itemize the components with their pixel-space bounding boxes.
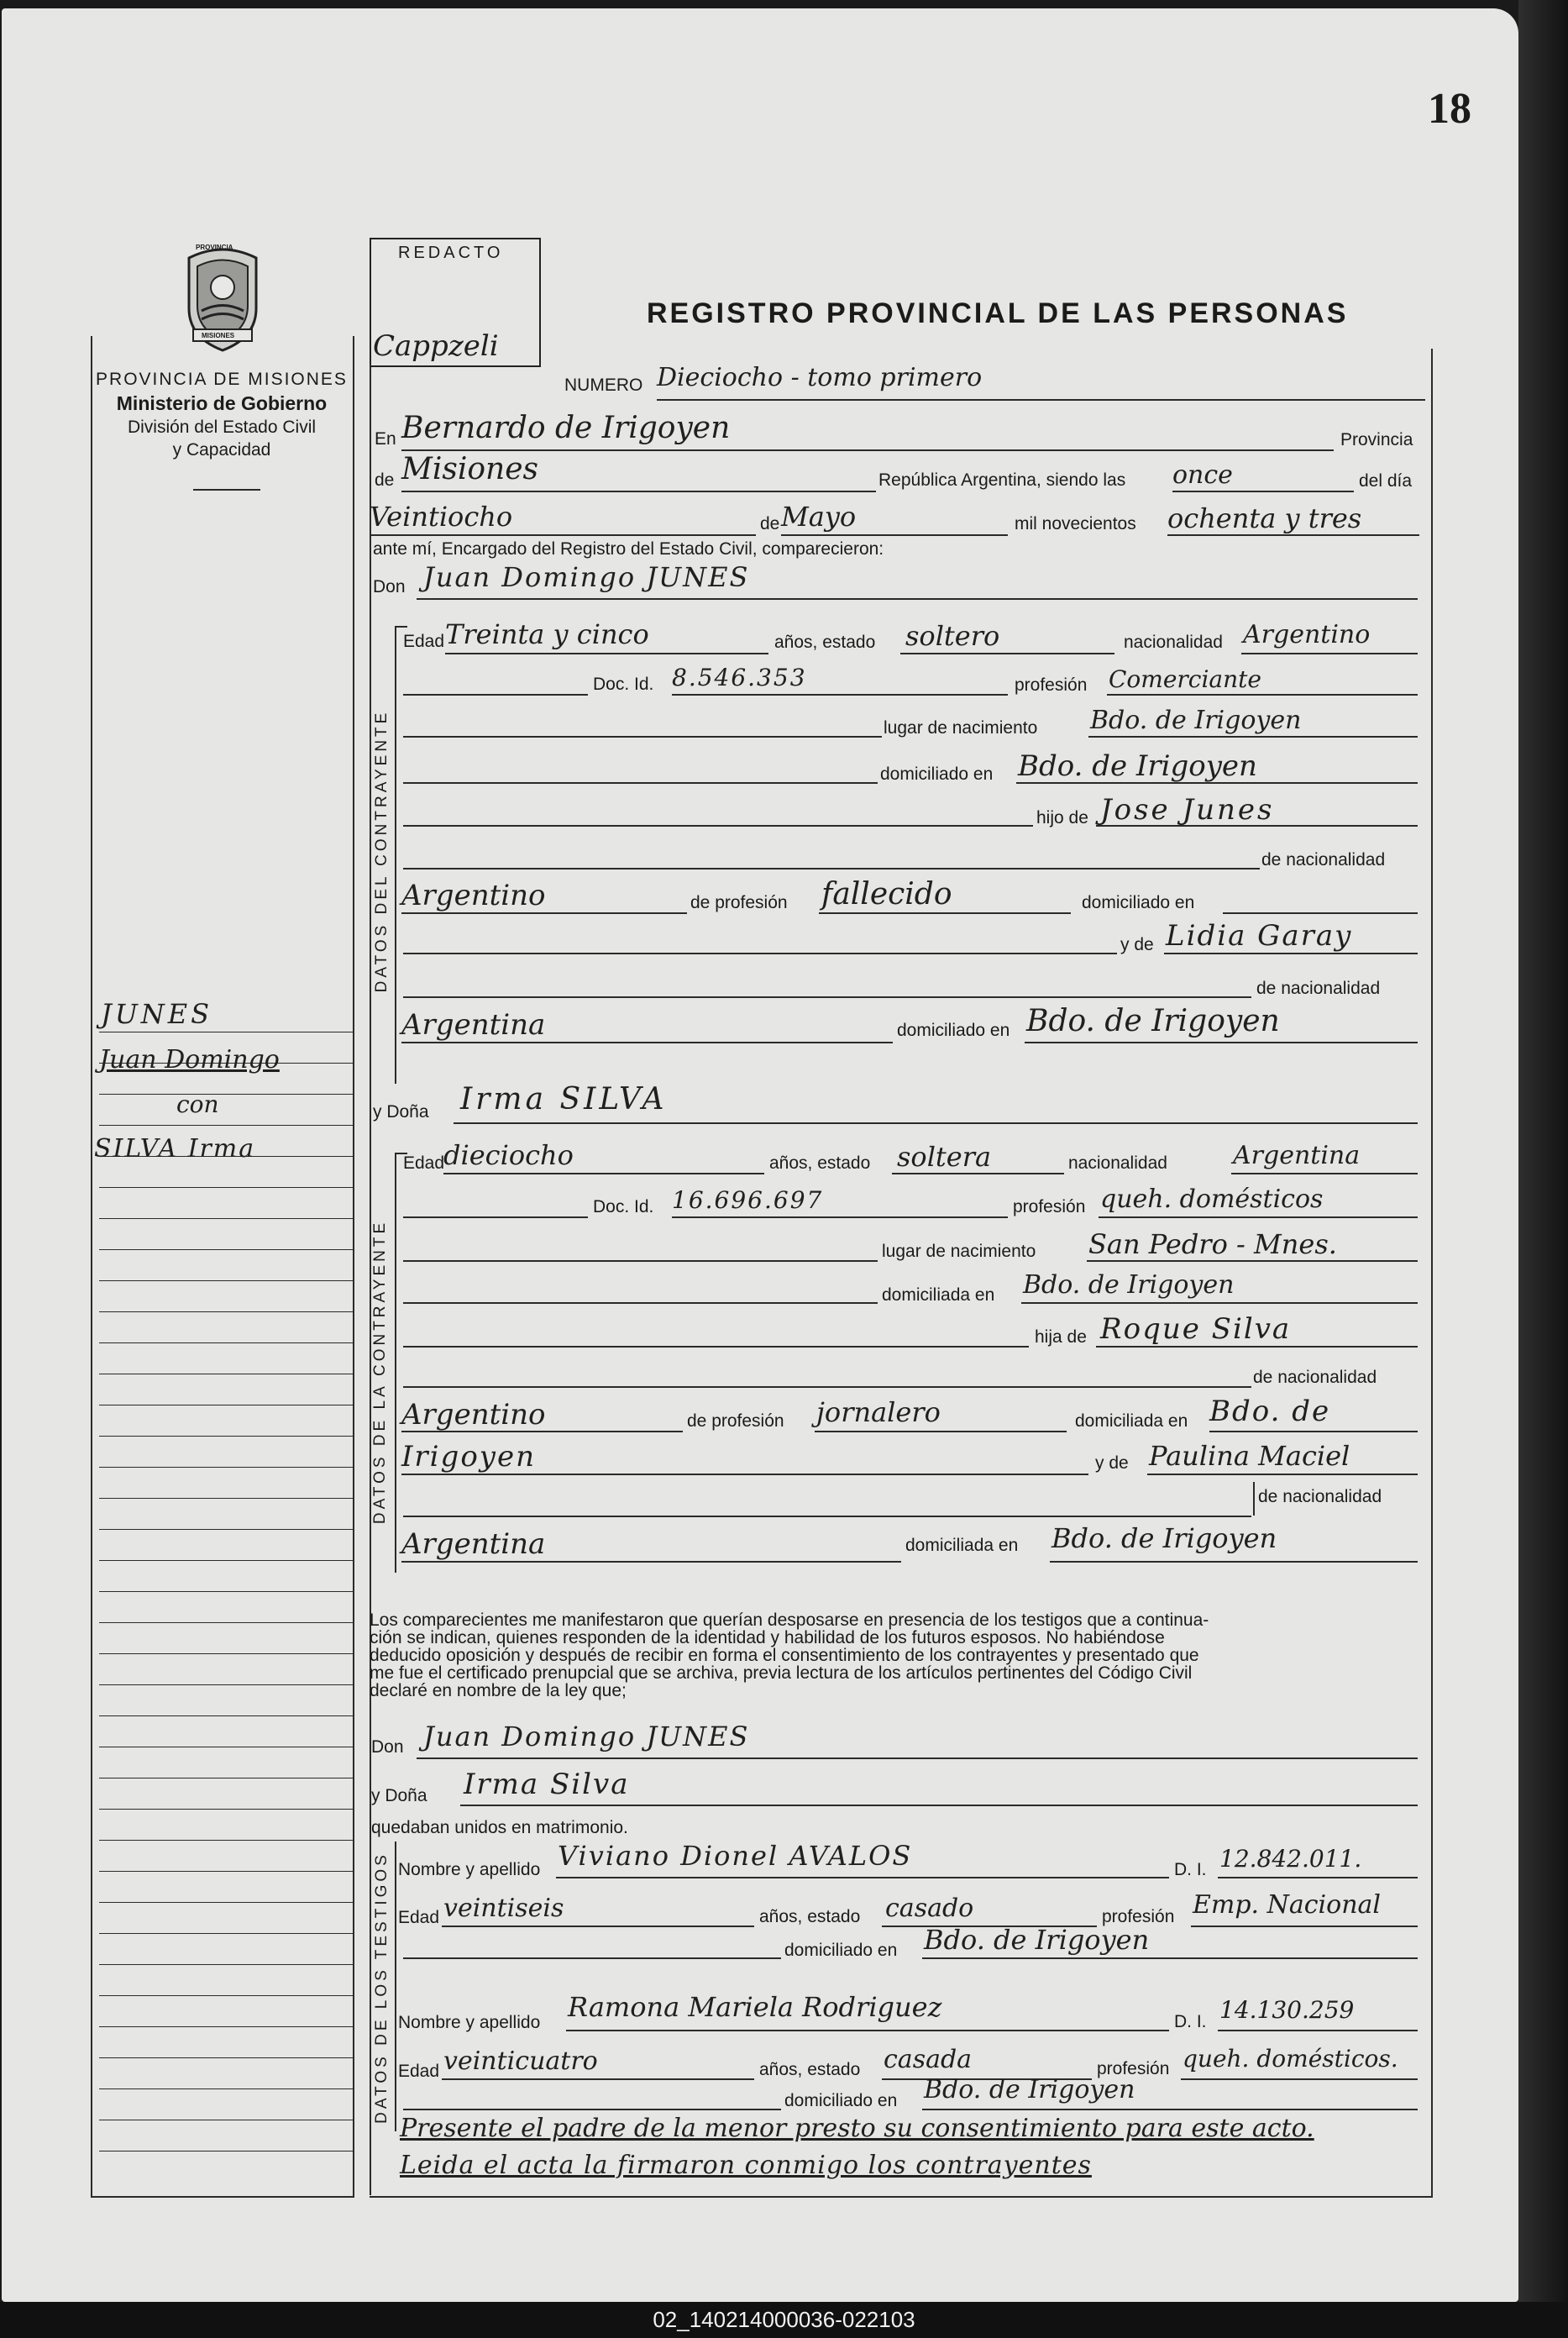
seal-top-text: PROVINCIA <box>196 244 233 251</box>
groom-doc-label: Doc. Id. <box>593 675 654 694</box>
bride-madre-nac: Argentina <box>401 1527 546 1561</box>
w1-edad: veintiseis <box>443 1894 564 1923</box>
numero-label: NUMERO <box>564 376 643 395</box>
place-value: Bernardo de Irigoyen <box>401 411 731 445</box>
bride-doc: 16.696.697 <box>672 1186 824 1214</box>
groom-madre-dom: Bdo. de Irigoyen <box>1026 1004 1280 1038</box>
w2-edad: veinticuatro <box>443 2046 598 2076</box>
sidebar-divider <box>193 489 260 491</box>
republica-label: República Argentina, siendo las <box>878 470 1126 490</box>
groom-padre-nac-line <box>401 912 687 914</box>
groom-lugar: Bdo. de Irigoyen <box>1090 706 1302 735</box>
w1-prof-line <box>1191 1926 1418 1927</box>
bride-lugar-lead-line <box>403 1260 878 1262</box>
groom-de-nac2-line <box>403 996 1251 998</box>
w1-nombre: Viviano Dionel AVALOS <box>558 1840 913 1872</box>
sidebar-ministry: Ministerio de Gobierno <box>116 392 328 414</box>
bride-estado: soltera <box>897 1141 992 1173</box>
groom-de-nac-line <box>403 868 1260 870</box>
bride-y-de-label: y de <box>1095 1453 1129 1473</box>
w2-estado: casada <box>884 2045 973 2074</box>
del-dia-label: del día <box>1359 471 1413 491</box>
bride-anos-label: años, estado <box>769 1153 871 1173</box>
groom-padre-prof-line <box>819 912 1071 914</box>
sidebar-left-border <box>91 336 92 2197</box>
w2-di: 14.130.259 <box>1219 1996 1355 2024</box>
groom-padre-dom-label: domiciliado en <box>1082 893 1195 912</box>
sidebar-rule <box>99 1436 353 1437</box>
w2-nombre-line <box>566 2030 1169 2031</box>
page-bottom-line <box>370 2196 1433 2198</box>
w2-profesion: queh. domésticos. <box>1183 2045 1398 2073</box>
w2-domicilio: Bdo. de Irigoyen <box>924 2075 1135 2104</box>
bride-padre-dom-2: Irigoyen <box>401 1440 537 1474</box>
sidebar-rule <box>99 2088 353 2089</box>
bride-de-nac-line <box>403 1386 1251 1388</box>
bride-dom-label: domiciliada en <box>882 1285 995 1305</box>
groom-lugar-label: lugar de nacimiento <box>884 718 1038 738</box>
bride-hija-label: hija de <box>1035 1327 1087 1347</box>
groom-doc: 8.546.353 <box>672 664 807 691</box>
w2-nombre-label: Nombre y apellido <box>398 2013 541 2032</box>
w1-anos-label: años, estado <box>759 1907 861 1926</box>
declaration-line-1: Los comparecientes me manifestaron que querían desposarse en presencia de los testigos que a continua- <box>370 1610 1209 1630</box>
provincia-label: Provincia <box>1340 430 1413 449</box>
bride-name-line <box>454 1122 1418 1124</box>
w2-di-label: D. I. <box>1174 2012 1207 2031</box>
w1-dom-label: domiciliado en <box>784 1941 898 1960</box>
sidebar-province: PROVINCIA DE MISIONES <box>96 370 348 389</box>
groom-profesion: Comerciante <box>1109 665 1261 693</box>
sidebar-rule <box>99 1342 353 1343</box>
book-spine <box>1518 0 1568 2302</box>
groom-prof-label: profesión <box>1015 675 1088 695</box>
w1-profesion: Emp. Nacional <box>1193 1890 1382 1920</box>
groom-de-prof-label: de profesión <box>690 893 788 912</box>
footer-scan-id: 02_140214000036-022103 <box>0 2302 1568 2338</box>
bride-madre-dom: Bdo. de Irigoyen <box>1051 1522 1277 1554</box>
bride-padre-dom-line <box>1209 1431 1418 1432</box>
main-right-border <box>1431 349 1433 2197</box>
sidebar-rule <box>99 1653 353 1654</box>
groom-bracket <box>395 626 396 1084</box>
bride-madre: Paulina Maciel <box>1149 1440 1350 1472</box>
bride-dom-lead-line <box>403 1302 878 1304</box>
bride-de-prof-label: de profesión <box>687 1411 784 1431</box>
groom-madre-line <box>1164 953 1418 954</box>
redacto-name: Cappzeli <box>373 329 499 363</box>
bride-de-nac2-tick <box>1253 1482 1255 1516</box>
numero-value: Dieciocho - tomo primero <box>657 363 983 392</box>
sidebar-rule <box>99 1529 353 1530</box>
bride-padre-dom-label: domiciliada en <box>1075 1411 1188 1431</box>
groom-nacionalidad: Argentino <box>1243 620 1371 649</box>
sidebar-rule <box>99 1871 353 1872</box>
groom-madre-dom-line <box>1025 1042 1418 1043</box>
w1-estado: casado <box>885 1894 974 1923</box>
decl-dona-label: y Doña <box>371 1786 427 1805</box>
de2-label: de <box>760 514 780 533</box>
bride-de-nac-label: de nacionalidad <box>1253 1368 1377 1387</box>
de-label: de <box>375 470 395 490</box>
groom-edad-label: Edad <box>403 632 445 651</box>
sidebar-capacity: y Capacidad <box>172 440 271 460</box>
groom-bracket-top <box>395 626 407 628</box>
groom-estado-line <box>900 653 1114 654</box>
bride-de-nac2-label: de nacionalidad <box>1258 1487 1382 1506</box>
note-line-1: Presente el padre de la menor presto su consentimiento para este acto. <box>400 2114 1314 2143</box>
bride-nac-line <box>1231 1173 1418 1174</box>
decl-dona-name: Irma Silva <box>464 1768 630 1801</box>
groom-lugar-line <box>1088 736 1418 738</box>
month-line <box>781 534 1008 536</box>
sidebar-rule <box>99 2057 353 2058</box>
note-line-2: Leida el acta la firmaron conmigo los contrayentes <box>400 2151 1092 2180</box>
year-line <box>1167 534 1419 536</box>
w1-nombre-line <box>556 1877 1169 1878</box>
bride-lugar-line <box>1087 1260 1418 1262</box>
decl-dona-line <box>460 1805 1418 1806</box>
groom-anos-label: años, estado <box>774 633 876 652</box>
w1-dom-line <box>922 1957 1418 1959</box>
bride-padre-nac-line <box>401 1431 683 1432</box>
place-line <box>401 449 1334 451</box>
bride-padre-nac: Argentino <box>401 1398 546 1432</box>
sidebar-bottom-border <box>91 2196 354 2198</box>
w1-di-label: D. I. <box>1174 1860 1207 1879</box>
w1-edad-line <box>442 1926 754 1927</box>
bride-de-nac2-line <box>403 1516 1251 1517</box>
w2-nombre: Ramona Mariela Rodriguez <box>568 1991 942 2023</box>
margin-note-surname: JUNES <box>101 998 213 1030</box>
w2-edad-line <box>442 2078 754 2080</box>
groom-padre-nac: Argentino <box>401 879 546 912</box>
sidebar-rule <box>99 1560 353 1561</box>
w2-edad-label: Edad <box>398 2062 440 2081</box>
bride-padre-prof-line <box>815 1431 1067 1432</box>
declaration-line-3: deducido oposición y después de recibir en forma el consentimiento de los contrayentes y presentado que <box>370 1646 1199 1665</box>
groom-madre-dom-label: domiciliado en <box>897 1021 1010 1040</box>
decl-don-label: Don <box>371 1737 404 1757</box>
bride-edad-line <box>443 1173 764 1174</box>
groom-nac-label: nacionalidad <box>1124 633 1223 652</box>
w2-prof-label: profesión <box>1097 2059 1170 2078</box>
groom-y-de-lead-line <box>403 953 1117 954</box>
decl-don-line <box>417 1757 1418 1759</box>
bride-name: Irma SILVA <box>460 1082 668 1116</box>
bride-padre-line <box>1096 1346 1418 1348</box>
bride-madre-line <box>1147 1474 1418 1475</box>
w1-di-line <box>1218 1877 1418 1878</box>
bride-dom-line <box>1021 1302 1418 1304</box>
seal-bottom-text: MISIONES <box>202 332 235 339</box>
w2-dom-lead-line <box>403 2109 781 2110</box>
bride-doc-line <box>672 1216 1008 1218</box>
numero-line <box>657 399 1425 401</box>
mil-label: mil novecientos <box>1015 514 1136 533</box>
groom-padre-dom-line <box>1223 912 1418 914</box>
groom-padre-prof: fallecido <box>821 877 952 912</box>
sidebar-rule <box>99 1933 353 1934</box>
groom-madre-nac: Argentina <box>401 1008 546 1042</box>
declaration-line-4: me fue el certificado prenupcial que se archiva, previa lectura de los artículos pertinentes del Código Civil <box>370 1663 1193 1683</box>
groom-edad-line <box>445 653 768 654</box>
hour-line <box>1172 491 1354 492</box>
w2-dom-label: domiciliado en <box>784 2091 898 2110</box>
bride-estado-line <box>892 1173 1064 1174</box>
groom-prof-line <box>1107 694 1418 696</box>
declaration-line-5: declaré en nombre de la ley que; <box>370 1681 627 1700</box>
margin-note-bride: SILVA Irma <box>94 1134 256 1164</box>
groom-don-label: Don <box>373 577 406 596</box>
groom-madre-nac-line <box>401 1042 893 1043</box>
sidebar-division: División del Estado Civil <box>127 418 317 437</box>
groom-y-de-label: y de <box>1120 935 1154 954</box>
groom-lugar-lead-line <box>403 736 882 738</box>
sidebar-rule <box>99 1498 353 1499</box>
bride-padre-prof: jornalero <box>816 1396 941 1428</box>
bride-edad: dieciocho <box>443 1139 574 1171</box>
groom-padre: Jose Junes <box>1100 793 1275 827</box>
sidebar-rule <box>99 1218 353 1219</box>
sidebar-rule <box>99 2026 353 2027</box>
groom-madre: Lidia Garay <box>1166 919 1353 953</box>
document-title: REGISTRO PROVINCIAL DE LAS PERSONAS <box>647 297 1349 329</box>
bride-prof-label: profesión <box>1013 1197 1086 1216</box>
groom-doc-lead-line <box>403 694 588 696</box>
year-value: ochenta y tres <box>1167 502 1362 534</box>
witness-section-label: DATOS DE LOS TESTIGOS <box>373 1852 391 2124</box>
groom-section-label: DATOS DEL CONTRAYENTE <box>373 709 391 993</box>
sidebar-rule <box>99 1591 353 1592</box>
sidebar-rule <box>99 1809 353 1810</box>
sidebar-rule <box>99 1684 353 1685</box>
witness-bracket <box>395 1842 396 2131</box>
province-value: Misiones <box>401 452 539 486</box>
margin-note-con: con <box>176 1090 219 1118</box>
bride-lugar-label: lugar de nacimiento <box>882 1242 1036 1261</box>
sidebar-rule <box>99 1902 353 1903</box>
bride-madre-dom-label: domiciliada en <box>905 1536 1019 1555</box>
bride-madre-dom-line <box>1050 1561 1418 1563</box>
w2-anos-label: años, estado <box>759 2060 861 2079</box>
sidebar-rule <box>99 1280 353 1281</box>
bride-hija-lead-line <box>403 1346 1029 1348</box>
groom-de-nac2-label: de nacionalidad <box>1256 979 1381 998</box>
redacto-label: REDACTO <box>398 244 504 262</box>
bride-lugar: San Pedro - Mnes. <box>1088 1228 1337 1260</box>
w2-prof-line <box>1181 2078 1418 2080</box>
sidebar-rule <box>99 1187 353 1188</box>
province-line <box>401 491 876 492</box>
groom-edad: Treinta y cinco <box>445 618 649 650</box>
groom-nac-line <box>1241 653 1418 654</box>
bride-dona-label: y Doña <box>373 1102 429 1122</box>
bride-edad-label: Edad <box>403 1153 445 1173</box>
w1-nombre-label: Nombre y apellido <box>398 1860 541 1879</box>
en-label: En <box>375 429 396 449</box>
groom-hijo-lead-line <box>403 825 1033 827</box>
sidebar-rule <box>99 1995 353 1996</box>
bride-nac-label: nacionalidad <box>1068 1153 1167 1173</box>
groom-dom-lead-line <box>403 782 878 784</box>
bride-domicilio: Bdo. de Irigoyen <box>1023 1270 1235 1300</box>
page-number: 18 <box>1428 85 1471 133</box>
sidebar-right-border <box>353 336 354 2197</box>
w1-edad-label: Edad <box>398 1908 440 1927</box>
groom-doc-line <box>672 694 1008 696</box>
groom-domicilio: Bdo. de Irigoyen <box>1018 749 1257 783</box>
bride-padre: Roque Silva <box>1100 1312 1292 1346</box>
bride-doc-lead-line <box>403 1216 588 1218</box>
month-value: Mayo <box>781 501 857 533</box>
bride-doc-label: Doc. Id. <box>593 1197 654 1216</box>
groom-name-line <box>417 598 1418 600</box>
bride-padre-dom-1: Bdo. de <box>1209 1395 1331 1428</box>
sidebar-rule <box>99 1467 353 1468</box>
sidebar-rule <box>99 1840 353 1841</box>
margin-note-given-name: Juan Domingo <box>99 1045 280 1074</box>
bride-madre-nac-line <box>401 1561 901 1563</box>
sidebar-rule <box>99 1622 353 1623</box>
groom-dom-line <box>1016 782 1418 784</box>
day-value: Veintiocho <box>370 501 513 533</box>
sidebar-rule <box>99 1249 353 1250</box>
w1-di: 12.842.011. <box>1219 1845 1362 1873</box>
groom-hijo-label: hijo de <box>1036 808 1088 827</box>
sidebar-rule <box>99 1715 353 1716</box>
bride-prof-line <box>1099 1216 1418 1218</box>
bride-nacionalidad: Argentina <box>1233 1141 1361 1170</box>
bride-padre-dom-2-line <box>401 1474 1088 1475</box>
w2-dom-line <box>922 2109 1418 2110</box>
ante-text: ante mí, Encargado del Registro del Estado Civil, comparecieron: <box>373 539 884 559</box>
declaration-line-2: ción se indican, quienes responden de la identidad y habilidad de los futuros esposos. No habiéndose <box>370 1628 1165 1647</box>
sidebar-rule <box>99 1964 353 1965</box>
decl-don-name: Juan Domingo JUNES <box>423 1721 750 1752</box>
bride-bracket <box>395 1153 396 1573</box>
w1-dom-lead-line <box>403 1957 781 1959</box>
sidebar-rule <box>99 1311 353 1312</box>
declaration-paragraph <box>370 1611 1403 1700</box>
groom-estado: soltero <box>905 620 1000 652</box>
bride-profesion: queh. domésticos <box>1100 1185 1324 1214</box>
groom-padre-line <box>1096 825 1418 827</box>
groom-name: Juan Domingo JUNES <box>423 561 750 593</box>
w2-di-line <box>1218 2030 1418 2031</box>
groom-de-nac-label: de nacionalidad <box>1261 850 1386 870</box>
w1-prof-label: profesión <box>1102 1907 1175 1926</box>
hour-value: once <box>1172 460 1233 490</box>
groom-dom-label: domiciliado en <box>880 764 994 784</box>
day-line <box>370 534 756 536</box>
sidebar-rule <box>99 1094 353 1095</box>
w1-domicilio: Bdo. de Irigoyen <box>924 1924 1150 1956</box>
bride-section-label: DATOS DE LA CONTRAYENTE <box>371 1219 389 1525</box>
sidebar-rule <box>99 1125 353 1126</box>
decl-closing: quedaban unidos en matrimonio. <box>371 1818 628 1837</box>
